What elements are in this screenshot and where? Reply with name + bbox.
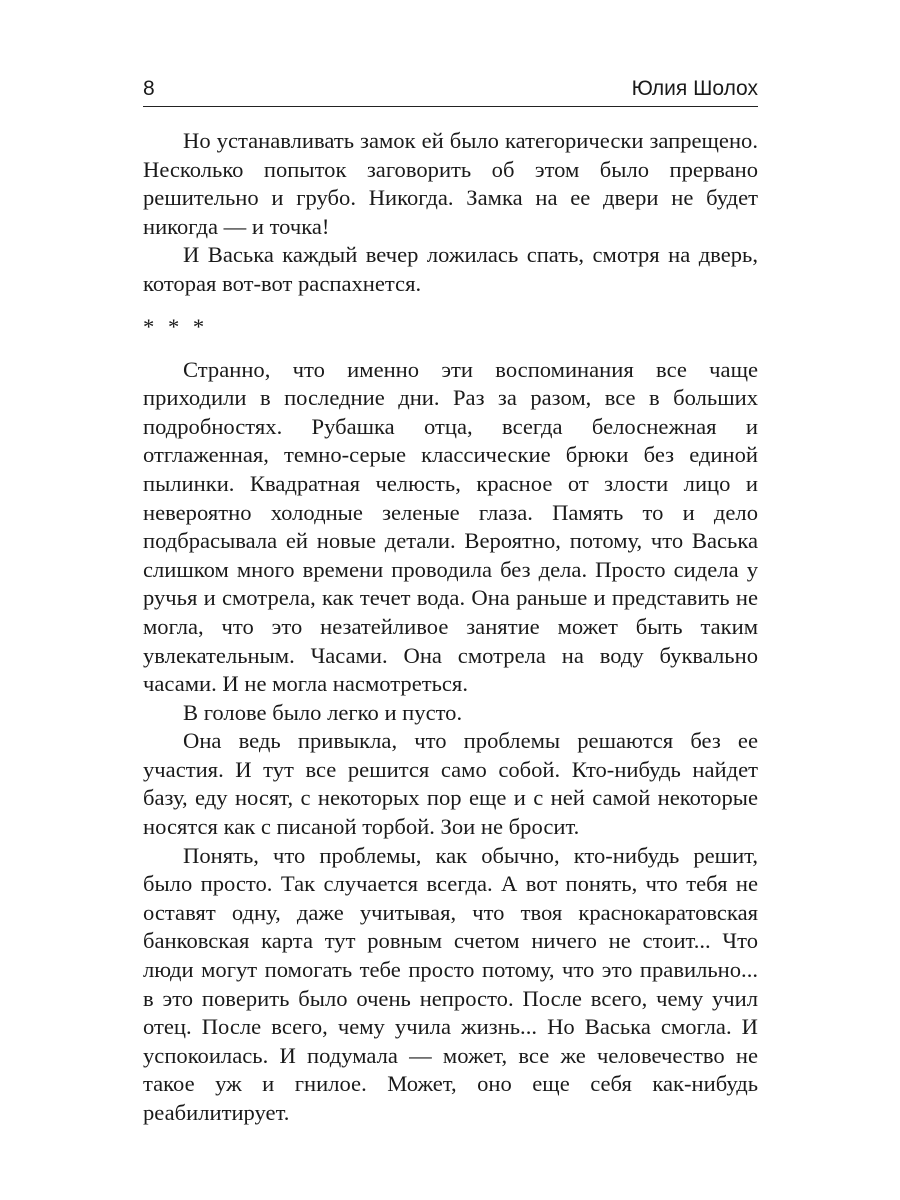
paragraph: Понять, что проблемы, как обычно, кто-нибудь решит, было просто. Так случается всегда. А вот понять, что тебя не оставят одну, даже учитывая, что твоя краснокаратовская банковская карта тут ровным счетом ничего не стоит... Что люди могут помогать тебе просто потому, что это правильно... в это поверить было очень непросто. После всего, чему учил отец. После всего, чему учила жизнь... Но Васька смогла. И успокоилась. И подумала — может, все же человечество не такое уж и гнилое. Может, оно еще себя как-нибудь реабилитирует.	[143, 842, 758, 1125]
paragraph: Странно, что именно эти воспоминания все чаще приходили в последние дни. Раз за разом, все в больших подробностях. Рубашка отца, всегда белоснежная и отглаженная, темно-серые классические брюки без единой пылинки. Квадратная челюсть, красное от злости лицо и невероятно холодные зеленые глаза. Память то и дело подбрасывала ей новые детали. Вероятно, потому, что Васька слишком много времени проводила без дела. Просто сидела у ручья и смотрела, как течет вода. Она раньше и представить не могла, что это незатейливое занятие может быть таким увлекательным. Часами. Она смотрела на воду буквально часами. И не могла насмотреться.	[143, 356, 758, 697]
body-text	[143, 127, 758, 1128]
paragraph: В голове было легко и пусто.	[183, 699, 463, 725]
author-name: Юлия Шолох	[631, 77, 758, 100]
scene-separator: * * *	[143, 313, 209, 339]
page-number: 8	[143, 77, 155, 100]
paragraph: И Васька каждый вечер ложилась спать, смотря на дверь, которая вот-вот распахнется.	[143, 242, 758, 296]
paragraph: Она ведь привыкла, что проблемы решаются без ее участия. И тут все решится само собой. Кто-нибудь найдет базу, еду носят, с некоторых пор еще и с ней самой некоторые носятся как с писаной торбой. Зои не бросит.	[143, 728, 758, 840]
running-head	[143, 72, 758, 107]
paragraph: Но устанавливать замок ей было категорически запрещено. Несколько попыток заговорить об этом было прервано решительно и грубо. Никогда. Замка на ее двери не будет никогда — и точка!	[143, 128, 758, 239]
